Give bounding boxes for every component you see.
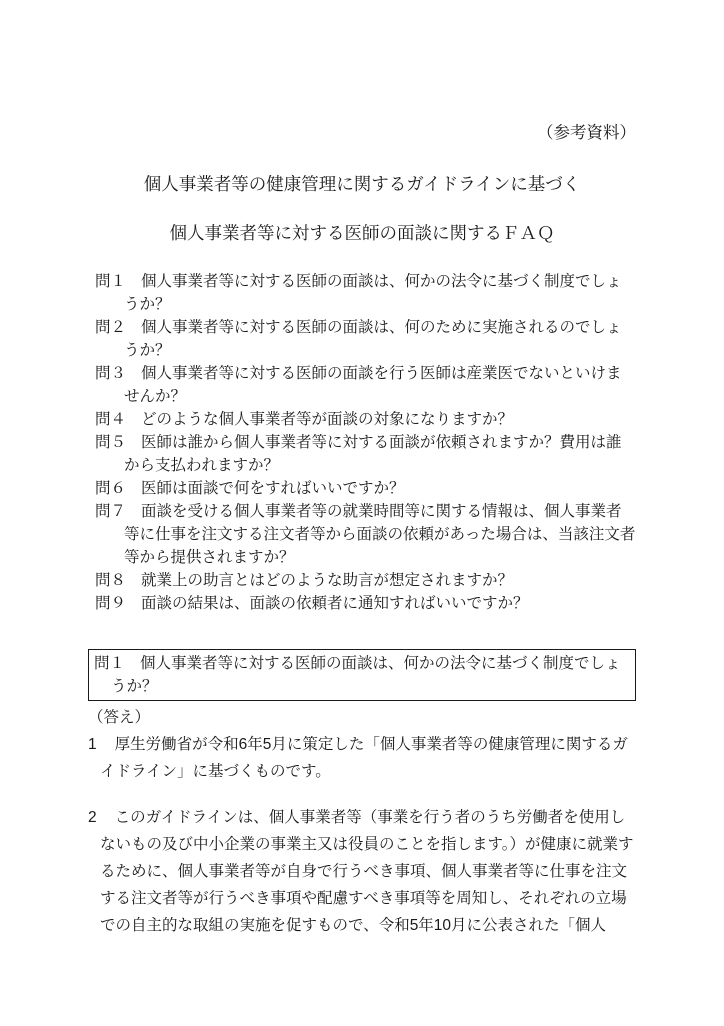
question-label: 問９ <box>95 595 127 612</box>
toc-item-q3 <box>95 362 636 408</box>
question-label: 問１ <box>95 273 127 290</box>
question-label: 問５ <box>95 434 127 451</box>
question-label: 問２ <box>95 319 127 336</box>
answer-text: 厚生労働省が令和6年5月に策定した「個人事業者等の健康管理に関するガイドライン」に基づくものです。 <box>100 736 628 780</box>
question-text: 個人事業者等に対する医師の面談を行う医師は産業医でないといけませんか？ <box>124 365 622 405</box>
answer-text: このガイドラインは、個人事業者等（事業を行う者のうち労働者を使用しないもの及び中小企業の事業主又は役員のことを指します。）が健康に就業するために、個人事業者等が自身で行うべき事項、個人事業者等に仕事を注文する注文者等が行うべき事項や配慮すべき事項等を周知し、それぞれの立場での自主的な取組の実施を促すもので、令和5年10月に公表された「個人 <box>100 809 634 934</box>
question-list <box>88 270 636 615</box>
question-text: 医師は誰から個人事業者等に対する面談が依頼されますか？費用は誰から支払われますか？ <box>124 434 622 474</box>
question-text: どのような個人事業者等が面談の対象になりますか？ <box>141 411 514 428</box>
question-text: 医師は面談で何をすればいいですか？ <box>141 480 405 497</box>
question-text: 面談を受ける個人事業者等の就業時間等に関する情報は、個人事業者等に仕事を注文する注文者等から面談の依頼があった場合は、当該注文者等から提供されますか？ <box>124 503 636 566</box>
toc-item-q5 <box>95 431 636 477</box>
toc-item-q6 <box>95 477 636 500</box>
answer-paragraph-1 <box>88 731 636 785</box>
toc-item-q2 <box>95 316 636 362</box>
toc-item-q8 <box>95 569 636 592</box>
question-text: 就業上の助言とはどのような助言が想定されますか？ <box>141 572 514 589</box>
toc-item-q1 <box>95 270 636 316</box>
question-label: 問１ <box>94 655 126 672</box>
toc-item-q9 <box>95 592 636 615</box>
answer-number: 1 <box>88 736 97 753</box>
question-text: 個人事業者等に対する医師の面談は、何かの法令に基づく制度でしょうか？ <box>124 273 622 313</box>
reference-note: （参考資料） <box>537 124 636 142</box>
toc-item-q7 <box>95 500 636 569</box>
boxed-question-item <box>94 652 627 698</box>
question-label: 問６ <box>95 480 127 497</box>
answer-heading: （答え） <box>88 709 151 726</box>
answer-paragraph-2 <box>88 804 636 939</box>
question-label: 問３ <box>95 365 127 382</box>
toc-item-q4 <box>95 408 636 431</box>
question-text: 面談の結果は、面談の依頼者に通知すればいいですか？ <box>141 595 529 612</box>
boxed-question-q1 <box>88 649 636 701</box>
question-label: 問７ <box>95 503 127 520</box>
question-text: 個人事業者等に対する医師の面談は、何のために実施されるのでしょうか？ <box>124 319 622 359</box>
question-label: 問８ <box>95 572 127 589</box>
question-label: 問４ <box>95 411 127 428</box>
question-text: 個人事業者等に対する医師の面談は、何かの法令に基づく制度でしょうか？ <box>111 655 621 695</box>
answer-number: 2 <box>88 809 97 826</box>
document-title-line1: 個人事業者等の健康管理に関するガイドラインに基づく <box>143 174 581 194</box>
document-title-line2: 個人事業者等に対する医師の面談に関するＦＡＱ <box>169 223 555 243</box>
